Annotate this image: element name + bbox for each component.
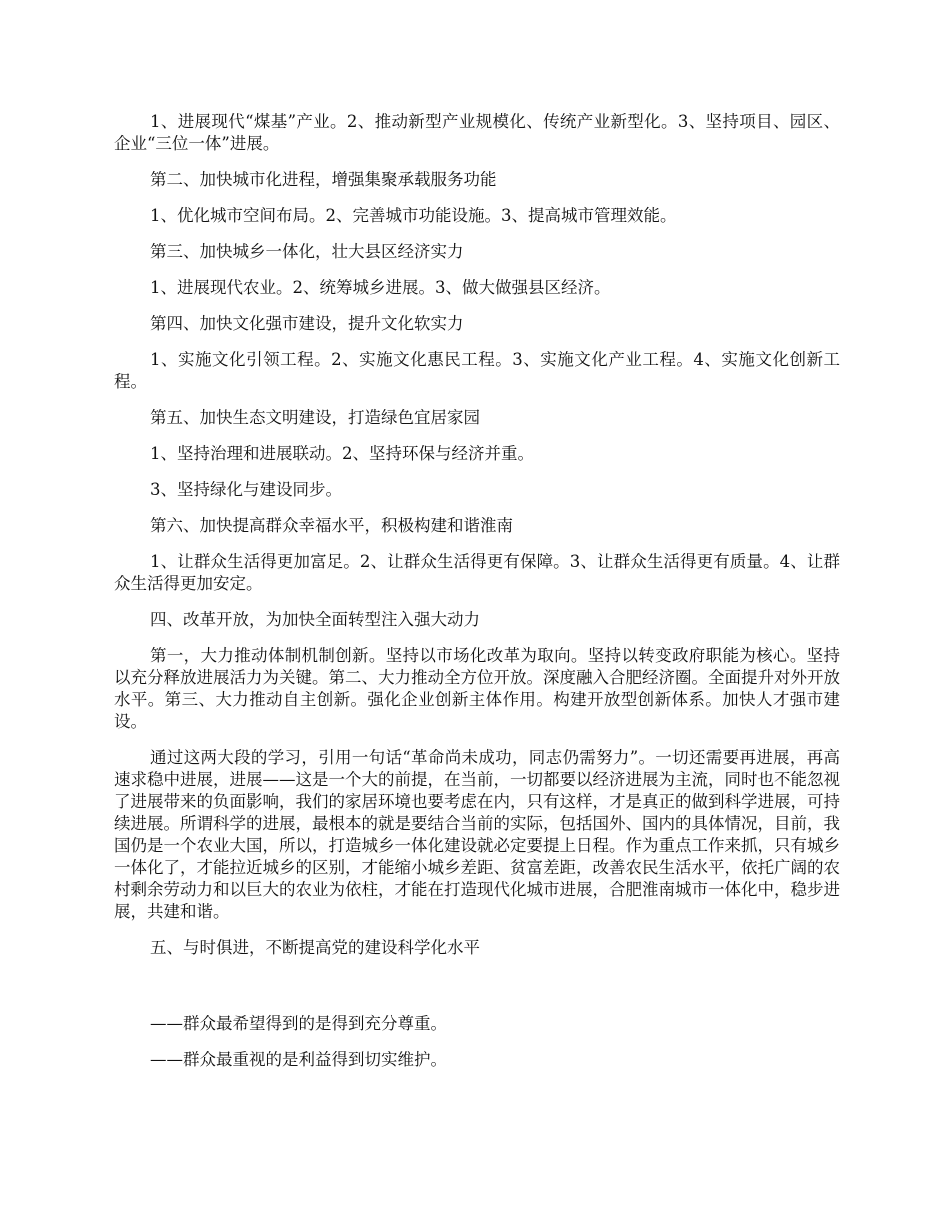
paragraph: 1、实施文化引领工程。2、实施文化惠民工程。3、实施文化产业工程。4、实施文化创新工程。: [114, 350, 840, 391]
paragraph: 第一，大力推动体制机制创新。坚持以市场化改革为取向。坚持以转变政府职能为核心。坚持以充分释放进展活力为关键。第二、大力推动全方位开放。深度融入合肥经济圈。全面提升对外开放水平。第三、大力推动自主创新。强化企业创新主体作用。构建开放型创新体系。加快人才强市建设。: [114, 646, 840, 731]
blank-space: [114, 973, 840, 1013]
section-heading: 第三、加快城乡一体化，壮大县区经济实力: [150, 242, 464, 261]
section-heading: 第四、加快文化强市建设，提升文化软实力: [150, 314, 464, 333]
paragraph: 1、坚持治理和进展联动。2、坚持环保与经济并重。: [150, 444, 534, 463]
document-page: [114, 111, 840, 1085]
paragraph: ——群众最重视的是利益得到切实维护。: [150, 1050, 447, 1069]
section-heading: 四、改革开放，为加快全面转型注入强大动力: [150, 610, 480, 629]
section-heading: 五、与时俱进，不断提高党的建设科学化水平: [150, 938, 480, 957]
paragraph: 1、进展现代“煤基”产业。2、推动新型产业规模化、传统产业新型化。3、坚持项目、园区、企业“三位一体”进展。: [114, 112, 840, 153]
section-heading: 第五、加快生态文明建设，打造绿色宜居家园: [150, 408, 480, 427]
section-heading: 第二、加快城市化进程，增强集聚承载服务功能: [150, 170, 497, 189]
paragraph: 1、让群众生活得更加富足。2、让群众生活得更有保障。3、让群众生活得更有质量。4、让群众生活得更加安定。: [114, 552, 840, 593]
paragraph: 通过这两大段的学习，引用一句话“革命尚未成功，同志仍需努力”。一切还需要再进展，再高速求稳中进展，进展——这是一个大的前提，在当前，一切都要以经济进展为主流，同时也不能忽视了进展带来的负面影响，我们的家居环境也要考虑在内，只有这样，才是真正的做到科学进展，可持续进展。所谓科学的进展，最根本的就是要结合当前的实际，包括国外、国内的具体情况，目前，我国仍是一个农业大国，所以，打造城乡一体化建设就必定要提上日程。作为重点工作来抓，只有城乡一体化了，才能拉近城乡的区别，才能缩小城乡差距、贫富差距，改善农民生活水平，依托广阔的农村剩余劳动力和以巨大的农业为依柱，才能在打造现代化城市进展，合肥淮南城市一体化中，稳步进展，共建和谐。: [114, 748, 840, 921]
paragraph: 1、进展现代农业。2、统筹城乡进展。3、做大做强县区经济。: [150, 278, 611, 297]
section-heading: 第六、加快提高群众幸福水平，积极构建和谐淮南: [150, 516, 513, 535]
paragraph: 3、坚持绿化与建设同步。: [150, 480, 342, 499]
paragraph: ——群众最希望得到的是得到充分尊重。: [150, 1014, 447, 1033]
paragraph: 1、优化城市空间布局。2、完善城市功能设施。3、提高城市管理效能。: [150, 206, 677, 225]
